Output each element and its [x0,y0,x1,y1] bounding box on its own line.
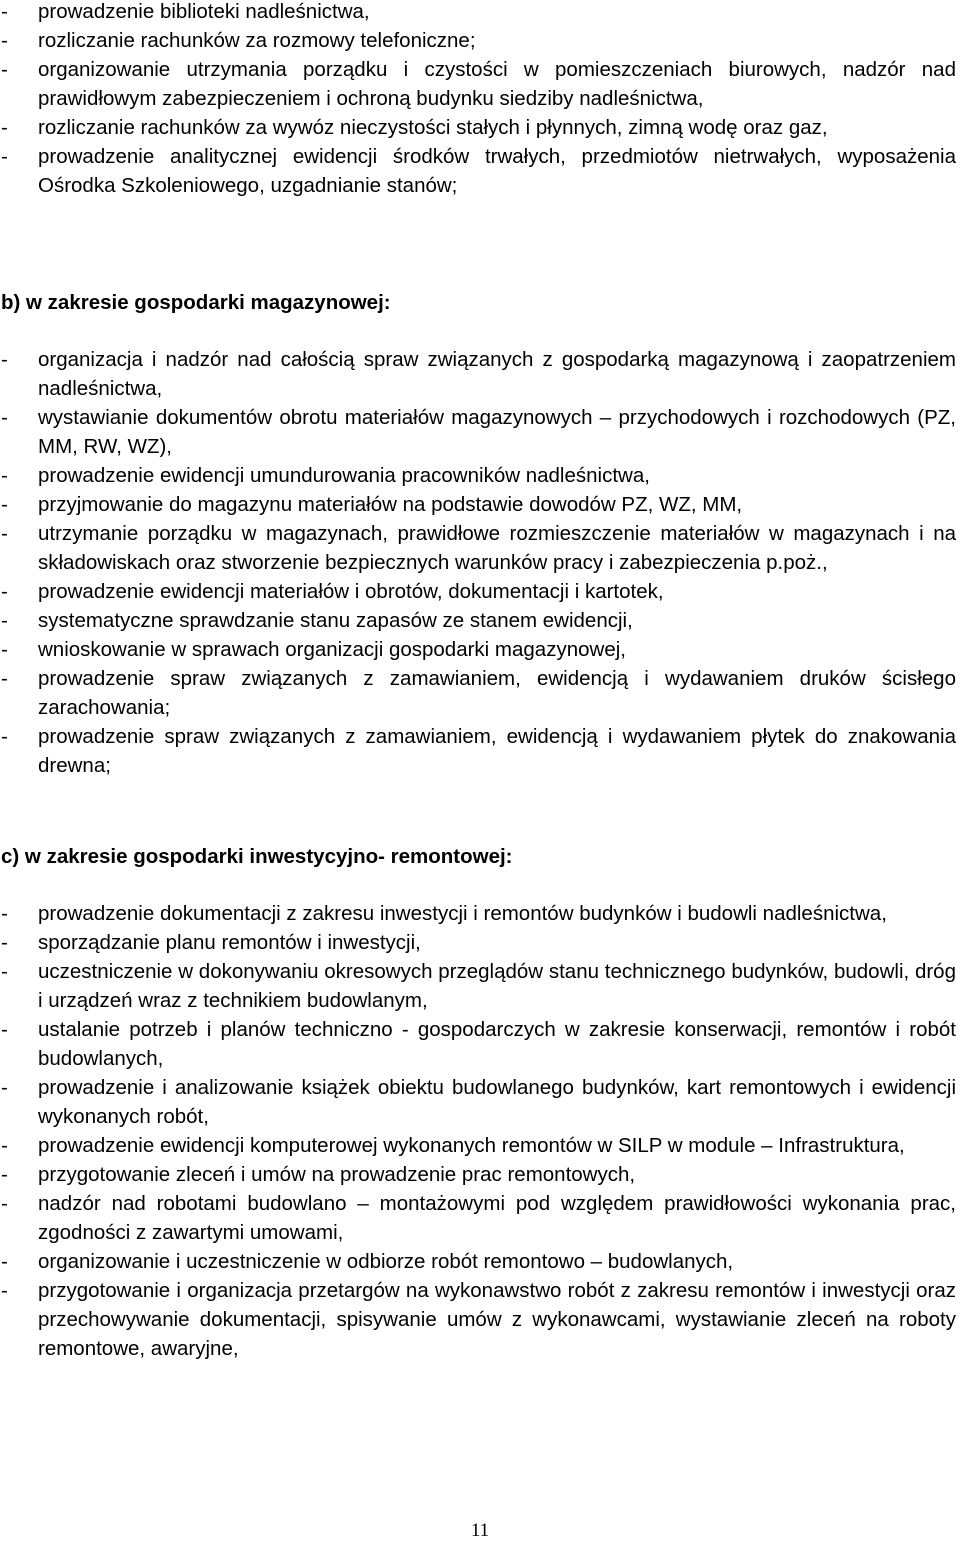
list-item: - prowadzenie ewidencji umundurowania pracowników nadleśnictwa, [1,464,650,487]
list-item: - wystawianie dokumentów obrotu materiałów magazynowych – przychodowych i rozchodowych (PZ, MM, RW, WZ), [1,406,956,458]
list-item: - prowadzenie analitycznej ewidencji środków trwałych, przedmiotów nietrwałych, wyposażenia Ośrodka Szkoleniowego, uzgadnianie stanów; [1,145,956,197]
list-item: - sporządzanie planu remontów i inwestycji, [1,931,421,954]
list-item: - prowadzenie ewidencji komputerowej wykonanych remontów w SILP w module – Infrastruktura, [1,1134,905,1157]
list-item: - organizowanie i uczestniczenie w odbiorze robót remontowo – budowlanych, [1,1250,734,1273]
list-item: - przygotowanie i organizacja przetargów na wykonawstwo robót z zakresu remontów i inwestycji oraz przechowywanie dokumentacji, spisywanie umów z wykonawcami, wystawianie zleceń na roboty remontowe, awaryjne, [1,1279,956,1360]
list-item: - ustalanie potrzeb i planów techniczno - gospodarczych w zakresie konserwacji, remontów i robót budowlanych, [1,1018,956,1070]
list-item: - organizacja i nadzór nad całością spraw związanych z gospodarką magazynową i zaopatrzeniem nadleśnictwa, [1,348,956,400]
list-item: - organizowanie utrzymania porządku i czystości w pomieszczeniach biurowych, nadzór nad prawidłowym zabezpieczeniem i ochroną budynku siedziby nadleśnictwa, [1,58,956,110]
list-item: - wnioskowanie w sprawach organizacji gospodarki magazynowej, [1,638,626,661]
list-item: - prowadzenie biblioteki nadleśnictwa, [1,0,370,23]
list-item: - przygotowanie zleceń i umów na prowadzenie prac remontowych, [1,1163,636,1186]
list-section-a [0,0,956,200]
section-heading-c: c) w zakresie gospodarki inwestycyjno- remontowej: [1,845,513,868]
list-item: - przyjmowanie do magazynu materiałów na podstawie dowodów PZ, WZ, MM, [1,493,743,516]
list-item: - rozliczanie rachunków za rozmowy telefoniczne; [1,29,476,52]
section-heading-b: b) w zakresie gospodarki magazynowej: [1,291,391,314]
list-item: - systematyczne sprawdzanie stanu zapasów ze stanem ewidencji, [1,609,633,632]
page-number: 11 [470,1520,490,1541]
list-item: - prowadzenie spraw związanych z zamawianiem, ewidencją i wydawaniem płytek do znakowania drewna; [1,725,956,777]
list-item: - uczestniczenie w dokonywaniu okresowych przeglądów stanu technicznego budynków, budowli, dróg i urządzeń wraz z technikiem budowlanym, [1,960,956,1012]
list-item: - nadzór nad robotami budowlano – montażowymi pod względem prawidłowości wykonania prac, zgodności z zawartymi umowami, [1,1192,956,1244]
list-item: - prowadzenie dokumentacji z zakresu inwestycji i remontów budynków i budowli nadleśnictwa, [1,902,887,925]
list-section-c [0,899,956,1363]
list-item: - prowadzenie i analizowanie książek obiektu budowlanego budynków, kart remontowych i ewidencji wykonanych robót, [1,1076,956,1128]
list-item: - utrzymanie porządku w magazynach, prawidłowe rozmieszczenie materiałów w magazynach i na składowiskach oraz stworzenie bezpiecznych warunków pracy i zabezpieczenia p.poż., [1,522,956,574]
list-item: - prowadzenie spraw związanych z zamawianiem, ewidencją i wydawaniem druków ścisłego zarachowania; [1,667,956,719]
list-item: - rozliczanie rachunków za wywóz nieczystości stałych i płynnych, zimną wodę oraz gaz, [1,116,828,139]
list-section-b [0,345,956,780]
list-item: - prowadzenie ewidencji materiałów i obrotów, dokumentacji i kartotek, [1,580,664,603]
